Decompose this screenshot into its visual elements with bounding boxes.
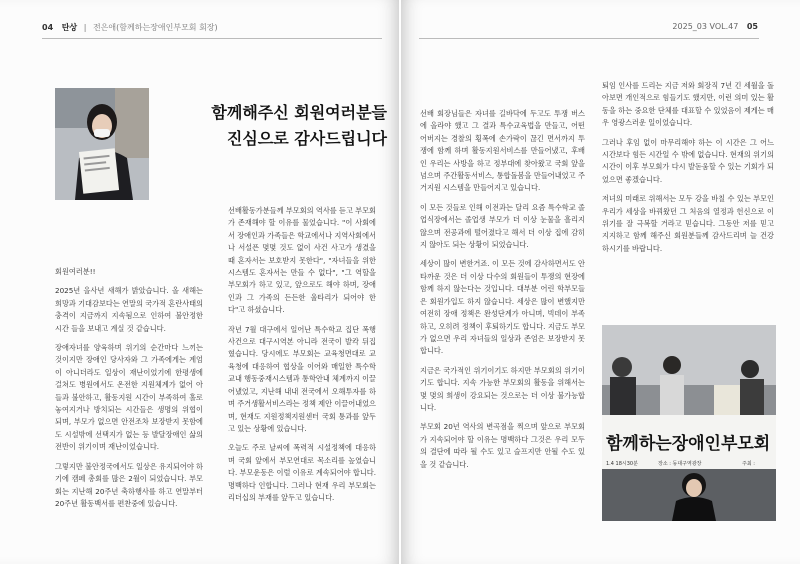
article-title-line2: 진심으로 감사드립니다 bbox=[226, 129, 387, 148]
author-portrait-photo bbox=[55, 88, 149, 200]
article-title bbox=[211, 100, 387, 152]
paragraph: 2025년 을사년 새해가 밝았습니다. 올 새해는 희망과 기대감보다는 연말의 국가적 혼란사태의 충격이 지금까지 지속됨으로 인하여 불안정한 시간 들을 보내고 계실 것 같습니다. bbox=[55, 286, 204, 333]
right-header-rule bbox=[419, 38, 759, 39]
left-header-rule bbox=[42, 38, 382, 39]
right-page-number: 05 bbox=[746, 22, 758, 31]
article-column-4 bbox=[602, 80, 774, 262]
paragraph: 그러나 후임 없이 마무리해야 하는 이 시간은 그 어느 시간보다 힘든 시간일 수 밖에 없습니다. 현재의 위기의 시간이 이후 부모회가 다시 발돋움할 수 있는 기회가 되었으면 좋겠습니다. bbox=[602, 137, 774, 184]
banner-title: 함께하는장애인부모회 bbox=[606, 434, 771, 454]
paragraph: 장애자녀를 양육하며 위기의 순간마다 느끼는 것이지만 장애인 당사자와 그 가족에게는 계엄이 아니더라도 일상이 재난이었기에 한평생에 걸쳐도 병원에서도 온전한 지원체계가 없어 아들과 불안하고, 활동지원 시간이 부족하여 홀로 놓여지거나 방치되는 시간들은 생명의 위협이 되며, 부모가 없으면 안전조차 보장받지 못함에도 시설밖에 선택지가 없는 등 발달장애인 삶의 전반이 위기이며 재난이었습니다. bbox=[55, 343, 203, 452]
paragraph: 그렇지만 불안정국에서도 일상은 유지되어야 하기에 캠페 총회를 많은 2월이 되었습니다. 부모회는 지난해 20주년 축하행사를 하고 연말부터 20주년 활동백서를 편찬중에 있습니다. bbox=[55, 461, 204, 508]
author-byline: 전은애(함께하는장애인부모회 회장) bbox=[92, 23, 218, 32]
protest-photo bbox=[602, 325, 776, 521]
article-column-2 bbox=[228, 205, 376, 511]
banner-host: 주최 : bbox=[742, 461, 755, 467]
paragraph: 부모회 20년 역사의 변곡점을 찍으며 앞으로 부모회가 지속되어야 할 이유는 명백하다 그것은 우리 모두의 결단에 따라 될 수도 있고 슬프지만 안될 수도 있을 것 같습니다. bbox=[420, 422, 585, 469]
paragraph: 퇴임 인사를 드리는 지금 저와 회장직 7년 긴 세월을 돌아보면 개인적으로 힘들기도 했지만, 이런 의미 있는 활동을 하는 중요한 단체를 대표할 수 있었음이 제게는 매우 영광스러운 일이었습니다. bbox=[602, 81, 774, 128]
article-column-1 bbox=[55, 266, 203, 517]
left-page-number: 04 bbox=[42, 23, 54, 32]
left-page bbox=[0, 0, 399, 564]
paragraph: 세상이 많이 변한거죠. 이 모든 것에 감사하면서도 안타까운 것은 더 이상 다수의 회원들이 투쟁의 현장에 함께 하지 않는다는 것입니다. 대부분 어린 학부모들은 회원가입도 하지 않습니다. 세상은 많이 변했지만 여전히 장애 정책은 완성단계가 아니며, 빅데이 부족하고, 오히려 정책이 후퇴하기도 합니다. 지금도 부모가 없으면 우리 자녀들의 일상과 존엄은 보장받지 못합니다. bbox=[420, 259, 585, 356]
paragraph: 선배 회장님들은 자녀를 길바닥에 두고도 투쟁 버스에 올라야 했고 그 결과 특수교육법을 만들고, 어떤 어버지는 경찰의 횡폭에 손가락이 끊긴 면서까지 투쟁에 함께 하며 활동지원서비스를 만들어냈고, 후배인 우리는 사방을 하고 정부대에 찾아왔고 국회 앞을 넘으며 주간활동서비스, 통합돌봄을 만들어내었고 주거지원 시스템을 만들어지고 있습니다. bbox=[420, 109, 585, 193]
paragraph: 지금은 국가적인 위기이기도 하지만 부모회의 위기이기도 합니다. 지속 가능한 부모회의 활동을 위해서는 몇 몇의 희생이 강요되는 것으로는 더 이상 불가능합니다. bbox=[420, 365, 585, 412]
paragraph: 회원여러분!! bbox=[55, 267, 96, 276]
issue-label: 2025_03 VOL.47 bbox=[672, 22, 739, 31]
article-column-3 bbox=[420, 108, 585, 478]
section-name: 탄상 bbox=[61, 23, 78, 32]
left-page-header bbox=[42, 22, 218, 33]
right-page bbox=[401, 0, 800, 564]
right-page-header bbox=[672, 22, 758, 31]
paragraph: 작년 7월 대구에서 일어난 특수학교 집단 폭행사건으로 대구시역본 아니라 전국이 발칵 뒤집혔습니다. 당시에도 부모회는 교육청면대로 교육청에 대응하여 협상을 이어와 매일한 특수학교내 행동중재시스템과 통학안내 체계까지 이끌어냈었고, 지난해 내내 전국에서 오해투자를 하며 주거생활서비스라는 정책 제안 이끌어내었으며, 현재도 지원정책지원센터 국회 통과를 앞두고 있는 상황에 있습니다. bbox=[228, 324, 377, 433]
banner-time: 1.4 18시30분 bbox=[606, 461, 638, 467]
paragraph: 선배활동가분들께 부모회의 역사를 듣고 부모회가 존재해야 할 이유를 물었습니다. "이 사회에서 장애인과 가족들은 학교에서나 지역사회에서나 서설픈 몇몇 것도 없이 사건 사고가 생겼을 때 혼자서는 보호받지 못한다", "자녀들을 위한 시스템도 혼자서는 만들 수 없다", "그 역할을 부모회가 하고 있고, 앞으로도 해야 하며, 장애인과 그 가족의 든든한 울타리가 되어야 한다"고 하셨습니다. bbox=[228, 206, 377, 315]
paragraph: 이 모든 것들로 인해 이전과는 달리 요즘 특수학교 졸업식장에서는 졸업생 부모가 더 이상 눈물을 흘리지 않으며 전공과에 떨어졌다고 해서 더 이상 집에 감히지 않아도 되는 상황이 되었습니다. bbox=[420, 202, 585, 250]
banner-place: 장소 : 동대구역광장 bbox=[658, 461, 702, 467]
article-title-line1: 함께해주신 회원여러분들 bbox=[211, 103, 387, 122]
header-divider: | bbox=[83, 23, 87, 32]
paragraph: 저녀의 미래로 위해서는 모두 강을 바칠 수 있는 부모인 우리가 세상을 바꿔왔던 그 처음의 열정과 헌신으로 이 위기를 잘 극복할 거라고 믿습니다. 그동안 저를 믿고 지지하고 함께 해주신 회원분들께 감사드리며 늘 건강하시기를 바랍니다. bbox=[602, 194, 774, 253]
paragraph: 오늘도 주로 날씨에 폭력적 시설정책에 대응하며 국회 앞에서 부모연대로 목소리를 높였습니다. 부모운동은 이럴 이유로 계속되어야 합니다. 명백하다 인합니다. 그러나 현재 우리 부모회는 리더십의 부재를 앞두고 있습니다. bbox=[228, 443, 376, 502]
